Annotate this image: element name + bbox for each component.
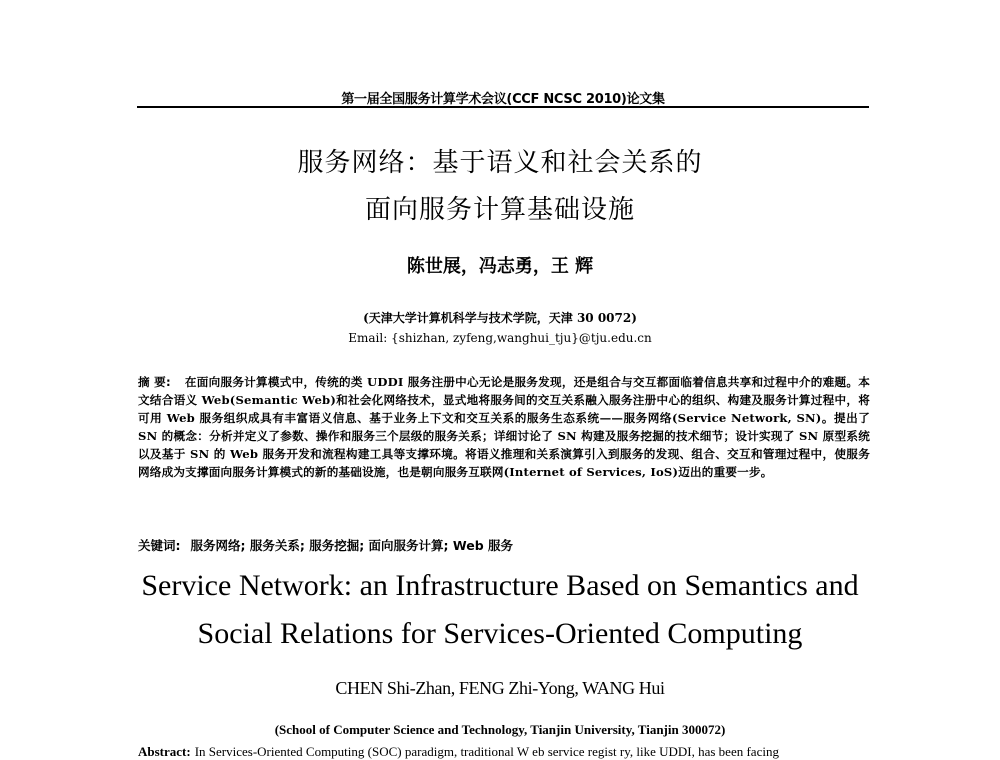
cn-abstract-label: 摘 要: — [138, 375, 171, 389]
cn-email: Email: {shizhan, zyfeng,wanghui_tju}@tju.edu.cn — [348, 331, 652, 345]
cn-title-line-1: 服务网络：基于语义和社会关系的 — [297, 148, 703, 178]
cn-affiliation: (天津大学计算机科学与技术学院，天津 30 0072) — [363, 311, 637, 325]
cn-keywords-label: 关键词: — [138, 538, 181, 553]
proceedings-header: 第一届全国服务计算学术会议(CCF NCSC 2010)论文集 — [341, 92, 665, 107]
en-abstract-text: In Services-Oriented Computing (SOC) paradigm, traditional W eb service regist ry, like UDDI, has been facing — [194, 744, 779, 759]
en-authors: CHEN Shi-Zhan, FENG Zhi-Yong, WANG Hui — [335, 678, 665, 698]
header-rule — [137, 106, 869, 108]
en-abstract — [138, 744, 878, 760]
cn-keywords — [138, 536, 870, 554]
en-title-line-1: Service Network: an Infrastructure Based on Semantics and — [141, 569, 859, 602]
en-title-line-2: Social Relations for Services-Oriented Computing — [197, 617, 803, 650]
cn-title-line-2: 面向服务计算基础设施 — [364, 195, 635, 225]
en-affiliation: (School of Computer Science and Technology, Tianjin University, Tianjin 300072) — [274, 722, 726, 737]
en-abstract-label: Abstract: — [138, 744, 191, 759]
cn-abstract-text: 在面向服务计算模式中，传统的类 UDDI 服务注册中心无论是服务发现，还是组合与交互都面临着信息共享和过程中介的难题。本文结合语义 Web(Semantic Web)和社会化网络技术，显式地将服务间的交互关系融入服务注册中心的组织、构建及服务计算过程中，将可用 Web 服务组织成具有丰富语义信息、基于业务上下文和交互关系的服务生态系统——服务网络(Service Network, SN)。提出了 SN 的概念：分析并定义了参数、操作和服务三个层级的服务关系；详细讨论了 SN 构建及服务挖掘的技术细节；设计实现了 SN 原型系统以及基于 SN 的 Web 服务开发和流程构建工具等支撑环境。将语义推理和关系演算引入到服务的发现、组合、交互和管理过程中，使服务网络成为支撑面向服务计算模式的新的基础设施，也是朝向服务互联网(Internet of Services, IoS)迈出的重要一步。 — [138, 375, 870, 479]
cn-keywords-text: 服务网络; 服务关系; 服务挖掘; 面向服务计算; Web 服务 — [190, 538, 514, 553]
cn-abstract — [138, 374, 870, 481]
cn-authors: 陈世展，冯志勇，王 辉 — [406, 256, 594, 277]
